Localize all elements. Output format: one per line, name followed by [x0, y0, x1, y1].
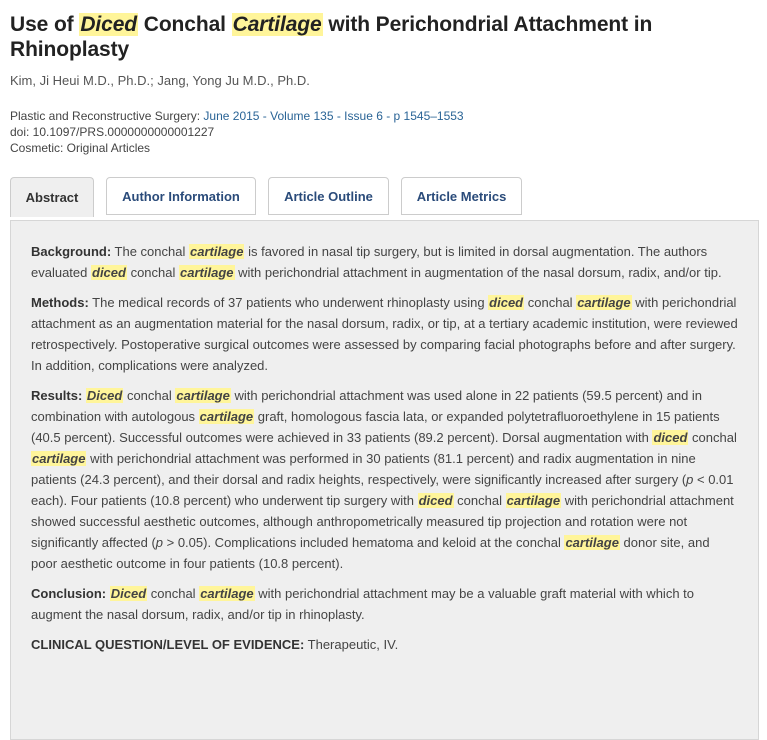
tab-article-outline[interactable]: Article Outline: [268, 177, 389, 215]
highlight: diced: [92, 265, 126, 280]
tab-article-metrics[interactable]: Article Metrics: [401, 177, 522, 215]
issue-link[interactable]: June 2015 - Volume 135 - Issue 6 - p 1545–1553: [203, 109, 464, 123]
abstract-background: Background: The conchal cartilage is favored in nasal tip surgery, but is limited in dorsal augmentation. The authors evaluated diced conchal cartilage with perichondrial attachment in augmentation of the nasal dorsum, radix, and/or tip.: [31, 244, 722, 280]
highlight: diced: [489, 295, 524, 310]
highlight: diced: [418, 493, 453, 508]
abstract-panel: [10, 220, 759, 740]
highlight: cartilage: [506, 493, 561, 508]
highlight: Cartilage: [232, 13, 322, 36]
highlight: cartilage: [176, 388, 230, 403]
abstract-results: Results: Diced conchal cartilage with perichondrial attachment was used alone in 22 patients (59.5 percent) and in combination with autologous cartilage graft, homologous fascia lata, or expanded polytetrafluoroethylene in 15 patients (40.5 percent). Successful outcomes were achieved in 33 patients (89.2 percent). Dorsal augmentation with diced conchal cartilage with perichondrial attachment was performed in 30 patients (81.1 percent) and radix augmentation in nine patients (24.3 percent), and their dorsal and radix heights, respectively, were significantly increased after surgery (p < 0.01 each). Four patients (10.8 percent) who underwent tip surgery with diced conchal cartilage with perichondrial attachment showed successful aesthetic outcomes, although anthropometrically measured tip projection and rotation were not significantly affected (p > 0.05). Complications included hematoma and keloid at the conchal cartilage donor site, and poor aesthetic outcome in four patients (10.8 percent).: [31, 388, 737, 571]
abstract-methods: Methods: The medical records of 37 patients who underwent rhinoplasty using diced conchal cartilage with perichondrial attachment as an augmentation material for the nasal dorsum, radix, or tip, at a tertiary academic institution, were reviewed retrospectively. Postoperative surgical outcomes were assessed by comparing facial photographs before and after surgery. In addition, complications were analyzed.: [31, 295, 738, 373]
highlight: cartilage: [199, 409, 254, 424]
article-page: [0, 0, 767, 217]
journal-name: Plastic and Reconstructive Surgery:: [10, 109, 204, 123]
tab-abstract[interactable]: Abstract: [10, 177, 94, 217]
highlight: cartilage: [32, 451, 86, 466]
tab-bar: [10, 177, 757, 217]
highlight: cartilage: [565, 535, 619, 550]
author-list: Kim, Ji Heui M.D., Ph.D.; Jang, Yong Ju M.D., Ph.D.: [10, 73, 310, 88]
highlight: Diced: [110, 586, 147, 601]
article-category: Cosmetic: Original Articles: [10, 141, 151, 155]
highlight: cartilage: [180, 265, 234, 280]
abstract-evidence-level: CLINICAL QUESTION/LEVEL OF EVIDENCE: Therapeutic, IV.: [31, 637, 399, 652]
highlight: cartilage: [577, 295, 631, 310]
highlight: Diced: [86, 388, 123, 403]
highlight: cartilage: [189, 244, 244, 259]
doi: doi: 10.1097/PRS.0000000000001227: [10, 125, 215, 139]
abstract-conclusion: Conclusion: Diced conchal cartilage with perichondrial attachment may be a valuable graft material with which to augment the nasal dorsum, radix, and/or tip in rhinoplasty.: [31, 586, 694, 622]
citation-block: [10, 108, 757, 156]
highlight: Diced: [80, 13, 138, 36]
highlight: diced: [653, 430, 688, 445]
highlight: cartilage: [200, 586, 254, 601]
tab-author-information[interactable]: Author Information: [106, 177, 256, 215]
article-title: Use of Diced Conchal Cartilage with Perichondrial Attachment in Rhinoplasty: [10, 13, 653, 61]
